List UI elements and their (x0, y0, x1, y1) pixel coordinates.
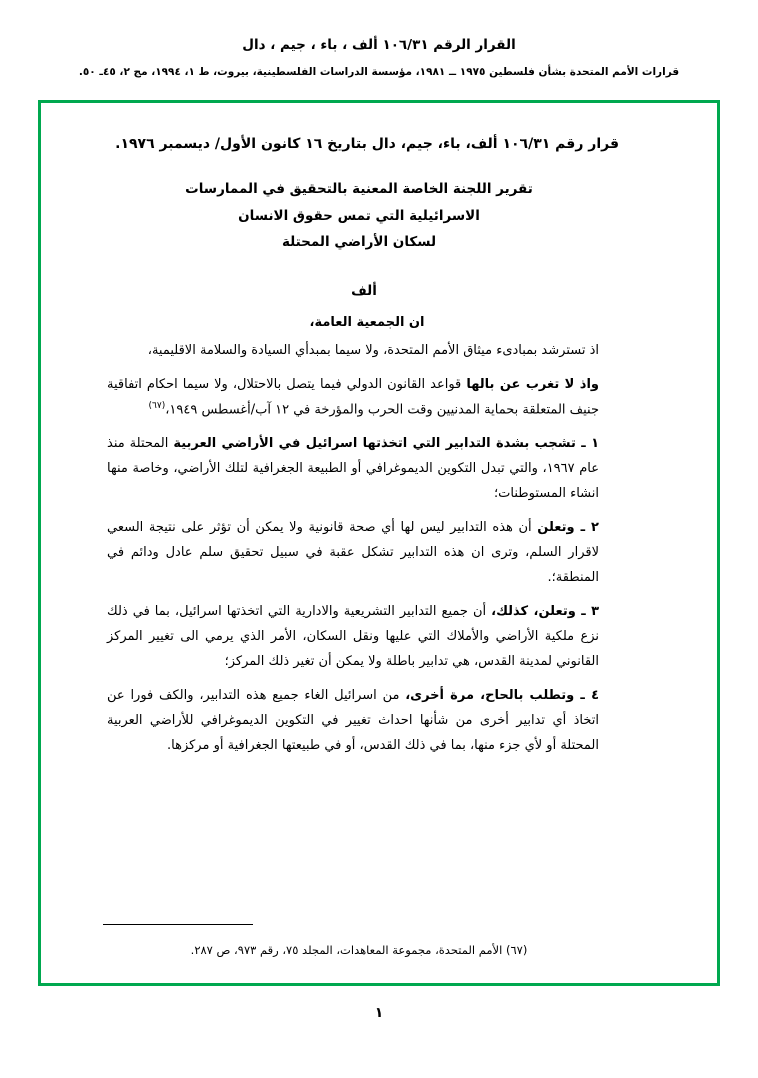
footnote-text: (٦٧) الأمم المتحدة، مجموعة المعاهدات، المجلد ٧٥، رقم ٩٧٣، ص ٢٨٧. (190, 943, 528, 957)
paragraph-text: اذ تسترشد بمبادىء ميثاق الأمم المتحدة، ولا سيما بمبدأي السيادة والسلامة الاقليمية، (147, 343, 599, 359)
document-title: القرار الرقم ١٠٦/٣١ ألف ، باء ، جيم ، دال (242, 37, 516, 53)
paragraph-bold-lead: ٤ ـ وتطلب بالحاح، مرة أخرى، (405, 688, 599, 703)
page-number: ١ (374, 1005, 384, 1021)
resolution-heading: قرار رقم ١٠٦/٣١ ألف، باء، جيم، دال بتاريخ ١٦ كانون الأول/ ديسمبر ١٩٧٦. (115, 136, 619, 152)
paragraph-bold-lead: ٢ ـ وتعلن (537, 520, 599, 536)
paragraph-bold-lead: ١ ـ تشجب بشدة التدابير التي اتخذتها اسرائيل في الأراضي العربية (173, 436, 599, 452)
paragraph-bold-lead: واذ لا تغرب عن بالها (466, 377, 599, 393)
document-body (41, 103, 717, 983)
paragraph-operative-1 (103, 432, 655, 507)
paragraph-text: قواعد القانون الدولي فيما يتصل بالاحتلال، ولا سيما احكام اتفاقية جنيف المتعلقة بحماية المدنيين وقت الحرب والمؤرخة في ١٢ آب/أغسطس ١٩٤٩، (107, 377, 599, 418)
footnote-marker: (٦٧) (148, 401, 166, 412)
green-border-frame (38, 100, 720, 986)
paragraph-operative-2 (103, 516, 655, 591)
paragraph-preamble-2 (103, 373, 655, 423)
paragraph-operative-3 (103, 600, 655, 675)
report-title-line-3: لسكان الأراضي المحتلة (281, 233, 437, 250)
paragraph-preamble-1 (103, 339, 655, 364)
paragraph-text: أن جميع التدابير التشريعية والادارية التي اتخذتها اسرائيل، بما في ذلك نزع ملكية الأراضي والأملاك التي عليها ونقل السكان، الأمر الذي يرمي الى تغيير المركز القانوني لمدينة القدس، هي تدابير باطلة ولا يمكن أن تغير ذلك المركز؛ (107, 604, 599, 670)
report-title-line-2: الاسرائيلية التي تمس حقوق الانسان (238, 207, 480, 224)
page-header (0, 0, 758, 80)
paragraph-bold-lead: ٣ ـ وتعلن، كذلك، (491, 604, 599, 620)
paragraph-text: من اسرائيل الغاء جميع هذه التدابير، والكف فورا عن اتخاذ أي تدابير أخرى من شأنها احداث تغيير في التكوين الديموغرافي للأراضي العربية المحتلة أو لأي جزء منها، بما في ذلك القدس، أو في طبيعتها الجغرافية أو مركزها. (107, 688, 599, 753)
footnote-separator (103, 924, 253, 925)
preamble-lead: ان الجمعية العامة، (309, 315, 425, 331)
report-title (103, 176, 655, 255)
report-title-line-1: تقرير اللجنة الخاصة المعنية بالتحقيق في الممارسات (185, 181, 533, 198)
paragraph-text: المحتلة منذ عام ١٩٦٧، والتي تبدل التكوين الديموغرافي أو الطبيعة الجغرافية لتلك الأراضي، وخاصة منها انشاء المستوطنات؛ (107, 436, 599, 502)
section-letter: ألف (351, 283, 377, 300)
paragraph-text: أن هذه التدابير ليس لها أي صحة قانونية ولا يمكن أن تؤثر على نتيجة السعي لاقرار السلم، وترى ان هذه التدابير تشكل عقبة في سبيل تحقيق سلم عادل ودائم في المنطقة؛. (107, 520, 599, 586)
paragraph-operative-4 (103, 684, 655, 759)
document-source-citation: قرارات الأمم المتحدة بشأن فلسطين ١٩٧٥ ــ ١٩٨١، مؤسسة الدراسات الفلسطينية، بيروت، ط ١، ١٩٩٤، مج ٢، ٤٥ـ ٥٠. (78, 65, 680, 78)
